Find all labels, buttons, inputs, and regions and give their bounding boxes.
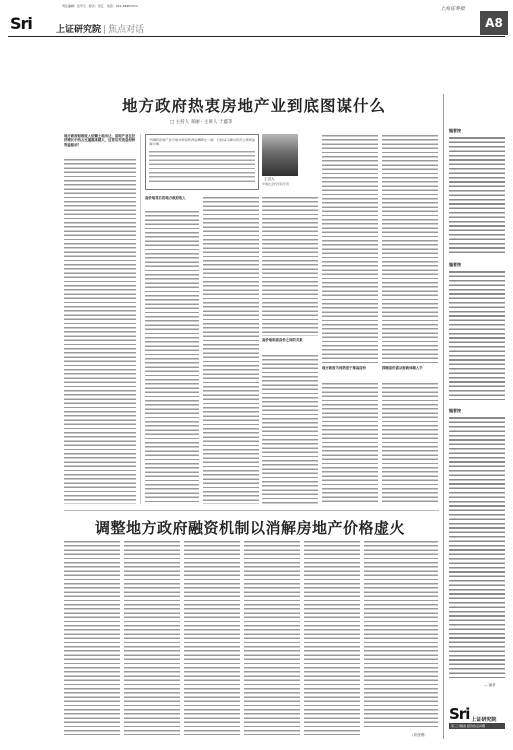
subhead-2: 高价地和高房价之间的关系	[262, 338, 303, 342]
body-column-5	[322, 134, 378, 364]
body-column-6	[382, 134, 438, 364]
sidebar-text-2	[449, 270, 505, 400]
header-rule	[8, 36, 505, 37]
sidebar-text-3	[449, 416, 505, 678]
sidebar-text-1	[449, 136, 505, 256]
footer-logo-mark: Sri	[449, 705, 470, 723]
body-column-5b	[322, 382, 378, 504]
sidebar-label-1: 编者按	[449, 128, 461, 133]
speaker-photo	[262, 134, 298, 176]
photo-caption: 主讲人	[264, 177, 275, 181]
sidebar-divider	[443, 94, 444, 739]
header-info: 责任编辑：张开元 · 版式：吴江 · 电话：021-38967512	[62, 4, 138, 8]
page-number: A8	[480, 11, 508, 35]
footer-logo	[449, 705, 505, 735]
byline: □ 主持人 邓丽 · 主讲人 于鑫等	[170, 120, 233, 125]
subhead-1: 高价地背后的地方政府收入	[145, 196, 186, 200]
article-divider	[64, 510, 439, 511]
footer-logo-tagline: 第三只眼看 经济热点问题	[449, 723, 505, 729]
article2-col-4	[244, 540, 300, 735]
lead-paragraph: 地方政府财政收入依赖土地出让，房地产业在经济增长中所占比重越来越大，这背后究竟是何种利益驱动？	[64, 134, 136, 147]
article2-col-3	[184, 540, 240, 735]
article2-col-1	[64, 540, 120, 735]
section-name: 上证研究院	[56, 25, 102, 35]
headline-1: 地方政府热衷房地产业到底图谋什么	[121, 96, 386, 115]
newspaper-brand: 上海证券报	[440, 6, 466, 12]
sidebar-label-2: 编者按	[449, 262, 461, 267]
footer-logo-text: 上证研究院	[471, 717, 497, 723]
photo-credit: 中国社会科学院学者	[262, 182, 290, 186]
body-column-3	[203, 196, 259, 504]
subhead-4: 抑制房价需从财政体制入手	[382, 366, 423, 370]
body-column-4	[262, 196, 318, 336]
article2-col-2	[124, 540, 180, 735]
article2-col-5	[304, 540, 360, 735]
quote-text-lines	[149, 150, 255, 184]
headline-2: 调整地方政府融资机制以消解房地产价格虚火	[94, 519, 405, 537]
sidebar-sign: — 编者	[484, 683, 496, 687]
body-column-4b	[262, 354, 318, 504]
column-divider	[140, 134, 141, 504]
body-column-6b	[382, 382, 438, 504]
sidebar-label-3: 编者按	[449, 408, 461, 413]
section-title: 上证研究院 | 焦点对话	[56, 25, 145, 35]
article2-author: （刘登钢）	[410, 733, 428, 737]
pull-quote: 中国的房地产业与地方政府的利益捆绑在一起，已经成为推动房价上涨的重要力量。	[149, 138, 255, 147]
subhead-3: 地方政府为何热衷于推高房价	[322, 366, 367, 370]
article2-col-6	[364, 540, 438, 730]
body-column-1	[64, 158, 136, 504]
subsection-name: 焦点对话	[108, 25, 145, 35]
sri-logo: Sri	[10, 14, 32, 33]
quote-box	[145, 134, 259, 190]
body-column-2	[145, 210, 199, 504]
